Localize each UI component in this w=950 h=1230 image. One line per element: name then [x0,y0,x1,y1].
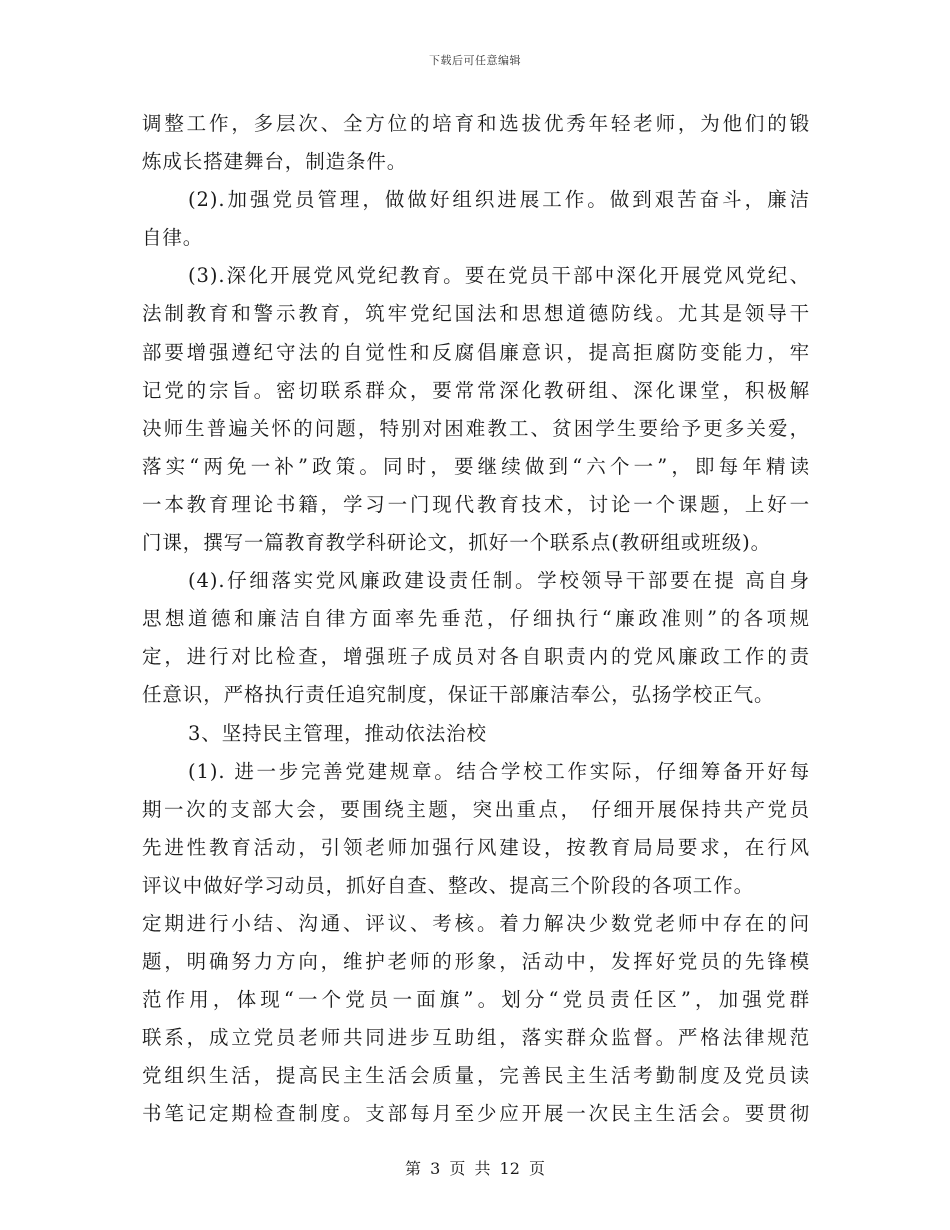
body-text-line: (2).加强党员管理，做做好组织进展工作。做到艰苦奋斗，廉洁 [188,188,810,212]
body-text-line: (4).仔细落实党风廉政建设责任制。学校领导干部要在提 高自身 [188,569,810,593]
body-text-line: 一本教育理论书籍，学习一门现代教育技术，讨论一个课题，上好一 [142,492,810,516]
body-text-line: 落实“两免一补”政策。同时，要继续做到“六个一”，即每年精读 [142,454,810,478]
body-text-line: (3).深化开展党风党纪教育。要在党员干部中深化开展党风党纪、 [188,264,810,288]
body-text-line: 定，进行对比检查，增强班子成员对各自职责内的党风廉政工作的责 [142,645,810,669]
document-body [142,105,810,1134]
page-number: 第 3 页 共 12 页 [405,1159,545,1178]
body-text-line: (1). 进一步完善党建规章。结合学校工作实际，仔细筹备开好每 [188,759,810,783]
body-text-line: 期一次的支部大会，要围绕主题，突出重点， 仔细开展保持共产党员 [142,797,810,821]
body-text-line: 思想道德和廉洁自律方面率先垂范，仔细执行“廉政准则”的各项规 [142,607,810,631]
body-text-line: 调整工作，多层次、全方位的培育和选拔优秀年轻老师，为他们的锻 [142,112,810,135]
body-text-line: 门课，撰写一篇教育教学科研论文，抓好一个联系点(教研组或班级)。 [142,531,772,555]
body-text-line: 记党的宗旨。密切联系群众，要常常深化教研组、深化课堂，积极解 [142,378,810,402]
body-text-line: 联系，成立党员老师共同进步互助组，落实群众监督。严格法律规范 [142,1026,810,1050]
body-text-line: 评议中做好学习动员，抓好自查、整改、提高三个阶段的各项工作。 [142,873,755,897]
body-text-line: 范作用，体现“一个党员一面旗”。划分“党员责任区”，加强党群 [142,988,810,1012]
body-text-line: 决师生普遍关怀的问题，特别对困难教工、贫困学生要给予更多关爱， [142,416,810,440]
body-text-line: 题，明确努力方向，维护老师的形象，活动中，发挥好党员的先锋模 [142,950,810,974]
body-text-line: 书笔记定期检查制度。支部每月至少应开展一次民主生活会。要贯彻 [142,1102,810,1126]
body-text-line: 法制教育和警示教育，筑牢党纪国法和思想道德防线。尤其是领导干 [142,302,810,326]
body-text-line: 3、坚持民主管理，推动依法治校 [188,721,487,745]
body-text-line: 炼成长搭建舞台，制造条件。 [142,150,408,174]
body-text-line: 党组织生活，提高民主生活会质量，完善民主生活考勤制度及党员读 [142,1064,810,1088]
body-text-line: 任意识，严格执行责任追究制度，保证干部廉洁奉公，弘扬学校正气。 [142,683,775,707]
body-text-line: 先进性教育活动，引领老师加强行风建设，按教育局局要求，在行风 [142,835,810,859]
body-text-line: 自律。 [142,226,204,250]
page-header-note: 下载后可任意编辑 [429,54,521,67]
body-text-line: 部要增强遵纪守法的自觉性和反腐倡廉意识，提高拒腐防变能力，牢 [142,340,810,364]
body-text-line: 定期进行小结、沟通、评议、考核。着力解决少数党老师中存在的问 [142,911,810,935]
